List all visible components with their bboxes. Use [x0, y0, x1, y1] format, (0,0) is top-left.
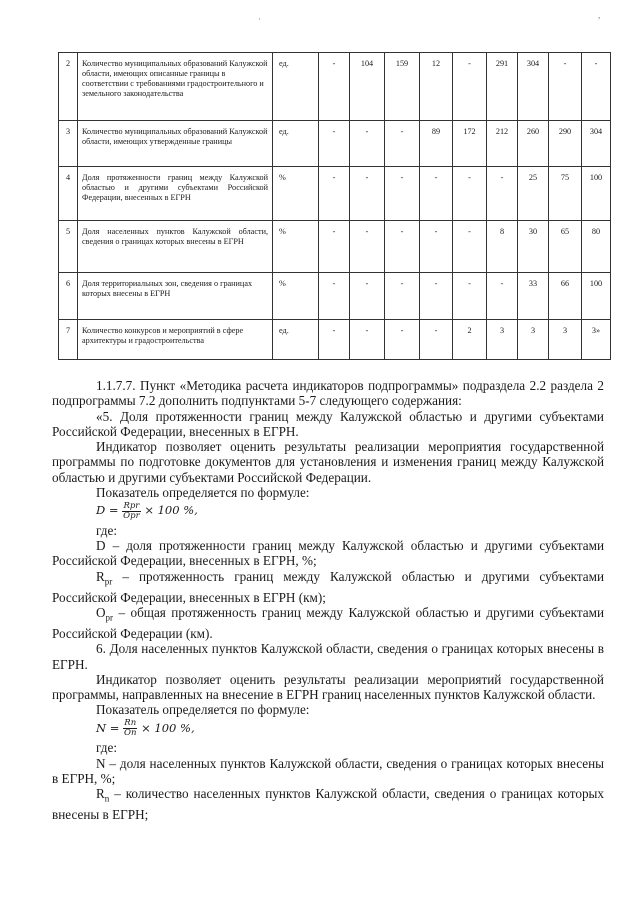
- value-cell: 100: [582, 273, 611, 320]
- paragraph: Индикатор позволяет оценить результаты реализации мероприятия государственной программы по подготовке документов для установления и изменения границ между Калужской областью и другими субъектами Российской Федерации.: [52, 439, 604, 485]
- indicator-name: Доля территориальных зон, сведения о границах которых внесены в ЕГРН: [78, 273, 273, 320]
- value-cell: 3»: [582, 320, 611, 360]
- indicator-name: Доля населенных пунктов Калужской области, сведения о границах которых внесены в ЕГРН: [78, 221, 273, 273]
- table-row: [59, 320, 611, 360]
- formula-denominator: Opr: [123, 510, 140, 521]
- value-cell: 75: [549, 167, 582, 221]
- value-cell: -: [487, 273, 518, 320]
- value-cell: 159: [385, 53, 420, 121]
- indicators-table: [58, 52, 611, 360]
- value-cell: 12: [420, 53, 453, 121]
- value-cell: -: [385, 273, 420, 320]
- value-cell: 3: [518, 320, 549, 360]
- value-cell: 30: [518, 221, 549, 273]
- row-number: 3: [59, 121, 78, 167]
- unit-cell: ед.: [273, 121, 319, 167]
- value-cell: -: [420, 167, 453, 221]
- unit-cell: %: [273, 167, 319, 221]
- unit-cell: ед.: [273, 320, 319, 360]
- value-cell: -: [549, 53, 582, 121]
- value-cell: -: [319, 167, 350, 221]
- definition: – общая протяженность границ между Калужской областью и другими субъектами Российской Федерации (км).: [52, 605, 604, 641]
- value-cell: 8: [487, 221, 518, 273]
- formula-d: [52, 501, 604, 521]
- indicator-name: Количество муниципальных образований Калужской области, имеющих описанные границы в соответствии с требованиями градостроительного и земельного законодательства: [78, 53, 273, 121]
- formula-lhs: N =: [96, 720, 120, 735]
- indicator-name: Количество муниципальных образований Калужской области, имеющих утвержденные границы: [78, 121, 273, 167]
- value-cell: -: [420, 273, 453, 320]
- value-cell: -: [487, 167, 518, 221]
- paragraph: где:: [96, 522, 117, 538]
- paragraph: «5. Доля протяженности границ между Калужской областью и другими субъектами Российской Федерации, внесенных в ЕГРН.: [52, 408, 604, 439]
- symbol-subscript: n: [104, 793, 110, 804]
- table-row: [59, 167, 611, 221]
- table-row: [59, 273, 611, 320]
- value-cell: 291: [487, 53, 518, 121]
- value-cell: -: [350, 167, 385, 221]
- unit-cell: ед.: [273, 53, 319, 121]
- formula-numerator: Rn: [124, 718, 137, 729]
- formula-rhs: × 100 %,: [144, 503, 198, 518]
- scan-mark: ,: [598, 10, 601, 20]
- value-cell: 3: [487, 320, 518, 360]
- formula-lhs: D =: [96, 503, 119, 518]
- value-cell: 2: [453, 320, 487, 360]
- value-cell: 260: [518, 121, 549, 167]
- value-cell: 33: [518, 273, 549, 320]
- formula-fraction: [122, 502, 140, 521]
- row-number: 6: [59, 273, 78, 320]
- value-cell: 104: [350, 53, 385, 121]
- paragraph: [52, 569, 604, 605]
- value-cell: 304: [518, 53, 549, 121]
- document-text: [52, 378, 604, 822]
- table-row: [59, 121, 611, 167]
- row-number: 7: [59, 320, 78, 360]
- value-cell: -: [385, 167, 420, 221]
- value-cell: 66: [549, 273, 582, 320]
- symbol: O: [96, 605, 106, 620]
- value-cell: -: [319, 221, 350, 273]
- formula-n: [52, 719, 604, 739]
- row-number: 4: [59, 167, 78, 221]
- formula-numerator: Rpr: [123, 500, 140, 511]
- value-cell: -: [350, 273, 385, 320]
- value-cell: -: [582, 53, 611, 121]
- value-cell: 89: [420, 121, 453, 167]
- formula-rhs: × 100 %,: [141, 720, 195, 735]
- value-cell: -: [350, 121, 385, 167]
- table-row: [59, 53, 611, 121]
- value-cell: 172: [453, 121, 487, 167]
- value-cell: -: [319, 121, 350, 167]
- value-cell: -: [453, 221, 487, 273]
- formula-fraction: [123, 719, 137, 738]
- paragraph: N – доля населенных пунктов Калужской области, сведения о границах которых внесены в ЕГРН, %;: [52, 755, 604, 786]
- indicator-name: Доля протяженности границ между Калужской областью и другими субъектами Российской Федерации, внесенных в ЕГРН: [78, 167, 273, 221]
- value-cell: 304: [582, 121, 611, 167]
- paragraph: где:: [96, 740, 117, 756]
- value-cell: -: [453, 53, 487, 121]
- value-cell: 212: [487, 121, 518, 167]
- unit-cell: %: [273, 273, 319, 320]
- definition: – протяженность границ между Калужской областью и другими субъектами Российской Федерации, внесенных в ЕГРН (км);: [52, 568, 604, 605]
- paragraph: [52, 605, 604, 641]
- unit-cell: %: [273, 221, 319, 273]
- value-cell: 3: [549, 320, 582, 360]
- value-cell: -: [453, 273, 487, 320]
- value-cell: 25: [518, 167, 549, 221]
- value-cell: -: [350, 320, 385, 360]
- paragraph: Показатель определяется по формуле:: [96, 485, 310, 501]
- row-number: 5: [59, 221, 78, 273]
- value-cell: 100: [582, 167, 611, 221]
- value-cell: -: [385, 121, 420, 167]
- value-cell: -: [385, 320, 420, 360]
- value-cell: -: [350, 221, 385, 273]
- value-cell: 65: [549, 221, 582, 273]
- table-row: [59, 221, 611, 273]
- value-cell: -: [319, 320, 350, 360]
- value-cell: -: [420, 221, 453, 273]
- symbol: R: [96, 568, 105, 584]
- symbol-subscript: pr: [104, 576, 113, 587]
- indicator-name: Количество конкурсов и мероприятий в сфере архитектуры и градостроительства: [78, 320, 273, 360]
- paragraph: D – доля протяженности границ между Калужской областью и другими субъектами Российской Федерации, внесенных в ЕГРН, %;: [52, 538, 604, 569]
- value-cell: -: [319, 53, 350, 121]
- value-cell: -: [385, 221, 420, 273]
- value-cell: -: [319, 273, 350, 320]
- symbol-subscript: pr: [105, 612, 114, 623]
- symbol: R: [96, 786, 105, 802]
- definition: – количество населенных пунктов Калужской области, сведения о границах которых внесены в ЕГРН;: [52, 786, 604, 823]
- value-cell: 290: [549, 121, 582, 167]
- paragraph: [52, 786, 604, 822]
- paragraph: 1.1.7.7. Пункт «Методика расчета индикаторов подпрограммы» подраздела 2.2 раздела 2 подпрограммы 7.2 дополнить подпунктами 5-7 следующего содержания:: [52, 378, 604, 409]
- value-cell: 80: [582, 221, 611, 273]
- row-number: 2: [59, 53, 78, 121]
- paragraph: Индикатор позволяет оценить результаты реализации мероприятий государственной программы, направленных на внесение в ЕГРН границ населенных пунктов Калужской области.: [52, 671, 604, 703]
- scan-mark: ·: [258, 14, 261, 24]
- paragraph: 6. Доля населенных пунктов Калужской области, сведения о границах которых внесены в ЕГРН.: [52, 641, 604, 672]
- paragraph: Показатель определяется по формуле:: [96, 702, 310, 718]
- value-cell: -: [420, 320, 453, 360]
- formula-denominator: On: [124, 728, 137, 739]
- value-cell: -: [453, 167, 487, 221]
